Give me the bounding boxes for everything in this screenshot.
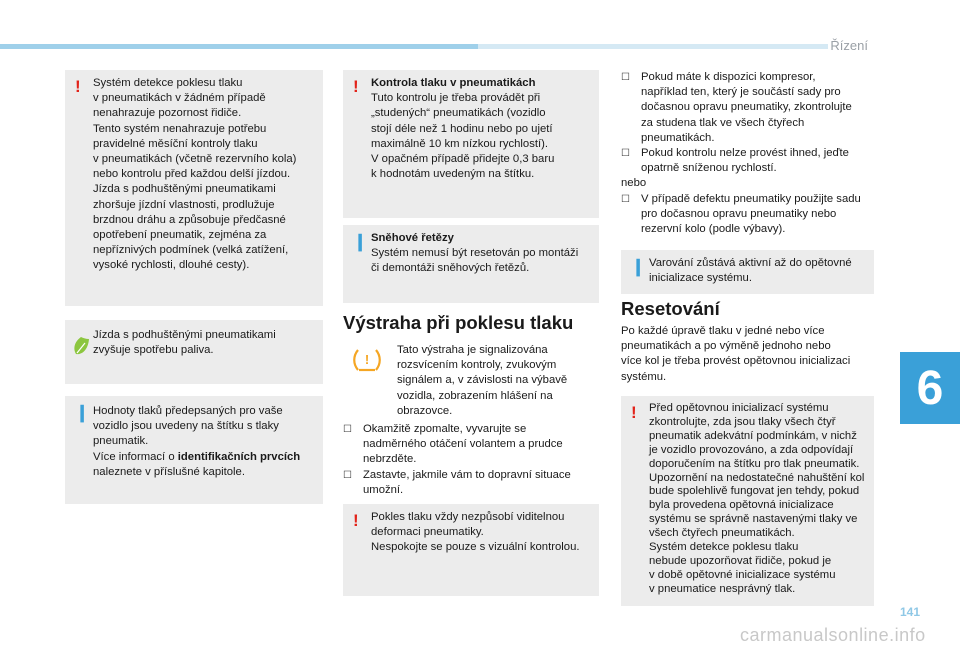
pressure-info-text: Hodnoty tlaků předepsaných pro vaše vozidlo jsou uvedeny na štítku s tlaky pneumatik. Více informací o identifikačních prvcích naleznete v příslušné kapitole. <box>93 405 301 478</box>
list-item: ☐ Pokud máte k dispozici kompresor, například ten, který je součástí sady pro dočasnou opravu pneumatiky, zkontrolujte za studena tlak ve všech čtyřech pneumatikách. <box>621 71 852 144</box>
info-icon: ❙ <box>353 232 368 251</box>
checkbox-bullet-icon: ☐ <box>343 469 352 481</box>
pressure-info-box <box>65 396 323 504</box>
header-rule <box>0 44 478 49</box>
pressure-check-text: Tuto kontrolu je třeba provádět při „studených“ pneumatikách (vozidlo stojí déle než 1 hodinu nebo po ujetí maximálně 10 km nízkou rychlostí). V opačném případě přidejte 0,3 baru k hodnotám uvedeným na štítku. <box>371 92 555 181</box>
info-icon: ❙ <box>631 257 646 276</box>
list-item: ☐ Okamžitě zpomalte, vyvarujte se nadměrného otáčení volantem a prudce nebrzděte. <box>343 423 563 466</box>
header-rule-light <box>478 44 828 49</box>
section-title: Řízení <box>830 38 868 53</box>
list-item: ☐ Pokud kontrolu nelze provést ihned, jeďte opatrně sníženou rychlostí. <box>621 147 849 175</box>
alert-steps-list <box>343 422 599 498</box>
warning-active-text: Varování zůstává aktivní až do opětovné inicializace systému. <box>649 257 852 285</box>
checkbox-bullet-icon: ☐ <box>621 72 630 83</box>
leaf-icon <box>72 336 90 356</box>
list-item-or: nebo <box>621 177 647 190</box>
alert-description: Tato výstraha je signalizována rozsvícením kontroly, zvukovým signálem a, v závislosti na výbavě vozidla, zobrazením hlášení na obrazovce. <box>397 344 568 417</box>
list-item: ☐ V případě defektu pneumatiky použijte sadu pro dočasnou opravu pneumatiky nebo rezervní kolo (podle výbavy). <box>621 192 861 236</box>
checkbox-bullet-icon: ☐ <box>621 193 630 205</box>
warning-icon: ! <box>631 403 637 422</box>
eco-box <box>65 320 323 384</box>
repair-steps-list <box>621 70 881 237</box>
reset-paragraph: Po každé úpravě tlaku v jedné nebo více pneumatikách a po výměně jednoho nebo více kol je třeba provést opětovnou inicializaci systému. <box>621 325 851 383</box>
warning-active-info-box <box>621 250 874 294</box>
page-number: 141 <box>900 605 921 619</box>
checkbox-bullet-icon: ☐ <box>343 424 352 435</box>
deformation-warning-box <box>343 504 599 596</box>
snow-chains-title: Sněhové řetězy <box>371 232 454 244</box>
heading-reset: Resetování <box>621 298 720 319</box>
warning-icon: ! <box>75 77 81 96</box>
heading-pressure-alert: Výstraha při poklesu tlaku <box>343 312 574 333</box>
tpms-warning-box <box>65 70 323 306</box>
warning-icon: ! <box>353 77 359 96</box>
snow-chains-content <box>371 231 591 277</box>
pressure-check-box <box>343 70 599 218</box>
deformation-warning-text: Pokles tlaku vždy nezpůsobí viditelnou deformaci pneumatiky. Nespokojte se pouze s vizuální kontrolou. <box>371 511 580 554</box>
pressure-check-content <box>371 76 591 182</box>
warning-icon: ! <box>353 511 359 530</box>
checkbox-bullet-icon: ☐ <box>621 148 630 160</box>
svg-text:!: ! <box>364 352 370 367</box>
list-item: ☐ Zastavte, jakmile vám to dopravní situace umožní. <box>343 468 571 496</box>
snow-chains-text: Systém nemusí být resetován po montáži či demontáži sněhových řetězů. <box>371 247 579 275</box>
watermark: carmanualsonline.info <box>740 625 926 645</box>
tyre-pressure-alert-icon <box>352 346 382 374</box>
reinit-warning-box <box>621 396 874 606</box>
snow-chains-box <box>343 225 599 303</box>
eco-text: Jízda s podhuštěnými pneumatikami zvyšuje spotřebu paliva. <box>93 329 276 357</box>
chapter-tab: 6 <box>900 352 960 424</box>
tpms-warning-text: Systém detekce poklesu tlaku v pneumatikách v žádném případě nenahrazuje pozornost řidiče. Tento systém nenahrazuje potřebu pravidelné měsíční kontroly tlaku v pneumatikách (včetně rezervního kola) nebo kontrolu před každou delší jízdou. Jízda s podhuštěnými pneumatikami zhoršuje jízdní vlastnosti, prodlužuje brzdnou dráhu a způsobuje předčasné opotřebení pneumatik, zejména za nepříznivých podmínek (velká zatížení, vysoké rychlosti, dlouhé cesty). <box>93 77 297 272</box>
pressure-check-title: Kontrola tlaku v pneumatikách <box>371 77 536 89</box>
reinit-warning-text: Před opětovnou inicializací systému zkontrolujte, zda jsou tlaky všech čtyř pneumatik adekvátní podmínkám, v nichž je vozidlo provozováno, a zda odpovídají doporučením na štítku pro tlak pneumatik. Upozornění na nedostatečné nahuštění kol bude spolehlivě fungovat jen tehdy, pokud byla provedena opětovná inicializace systému se správně nastavenými tlaky ve všech čtyřech pneumatikách. Systém detekce poklesu tlaku nebude upozorňovat řidiče, pokud je v době opětovné inicializace systému v pneumatice nesprávný tlak. <box>649 402 865 595</box>
info-icon: ❙ <box>75 403 90 422</box>
